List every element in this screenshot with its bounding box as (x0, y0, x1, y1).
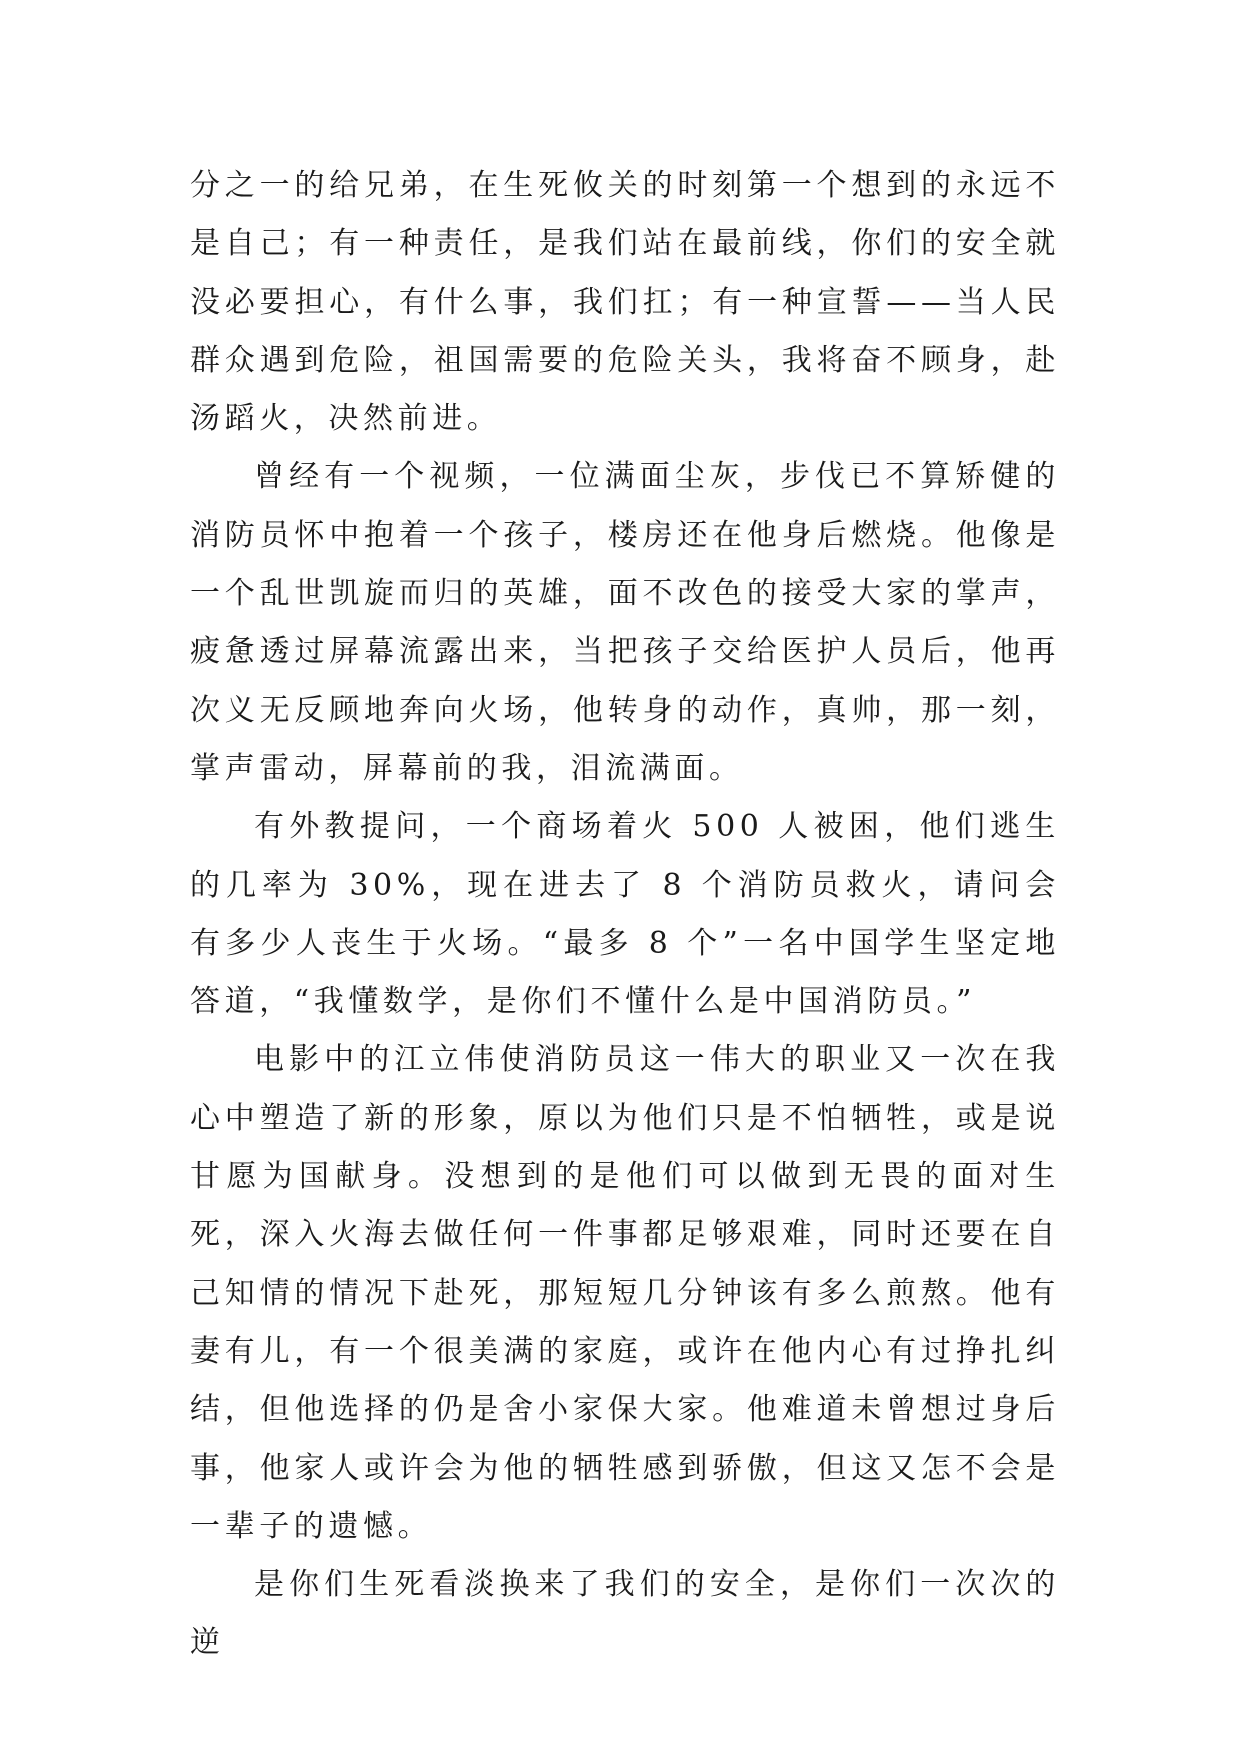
paragraph-2: 曾经有一个视频，一位满面尘灰，步伐已不算矫健的消防员怀中抱着一个孩子，楼房还在他身后燃烧。他像是一个乱世凯旋而归的英雄，面不改色的接受大家的掌声，疲惫透过屏幕流露出来，当把孩子交给医护人员后，他再次义无反顾地奔向火场，他转身的动作，真帅，那一刻，掌声雷动，屏幕前的我，泪流满面。 (190, 459, 1060, 786)
paragraph-4: 电影中的江立伟使消防员这一伟大的职业又一次在我心中塑造了新的形象，原以为他们只是不怕牺牲，或是说甘愿为国献身。没想到的是他们可以做到无畏的面对生死，深入火海去做任何一件事都足够艰难，同时还要在自己知情的情况下赴死，那短短几分钟该有多么煎熬。他有妻有儿，有一个很美满的家庭，或许在他内心有过挣扎纠结，但他选择的仍是舍小家保大家。他难道未曾想过身后事，他家人或许会为他的牺牲感到骄傲，但这又怎不会是一辈子的遗憾。 (190, 1042, 1060, 1544)
body-text (190, 157, 1060, 1673)
paragraph-3: 有外教提问，一个商场着火 500 人被困，他们逃生的几率为 30%，现在进去了 8 个消防员救火，请问会有多少人丧生于火场。“最多 8 个”一名中国学生坚定地答道，“我懂数学，是你们不懂什么是中国消防员。” (190, 809, 1060, 1020)
paragraph-5: 是你们生死看淡换来了我们的安全，是你们一次次的逆 (190, 1567, 1060, 1661)
paragraph-1: 分之一的给兄弟，在生死攸关的时刻第一个想到的永远不是自己；有一种责任，是我们站在最前线，你们的安全就没必要担心，有什么事，我们扛；有一种宣誓——当人民群众遇到危险，祖国需要的危险关头，我将奋不顾身，赴汤蹈火，决然前进。 (190, 168, 1060, 437)
